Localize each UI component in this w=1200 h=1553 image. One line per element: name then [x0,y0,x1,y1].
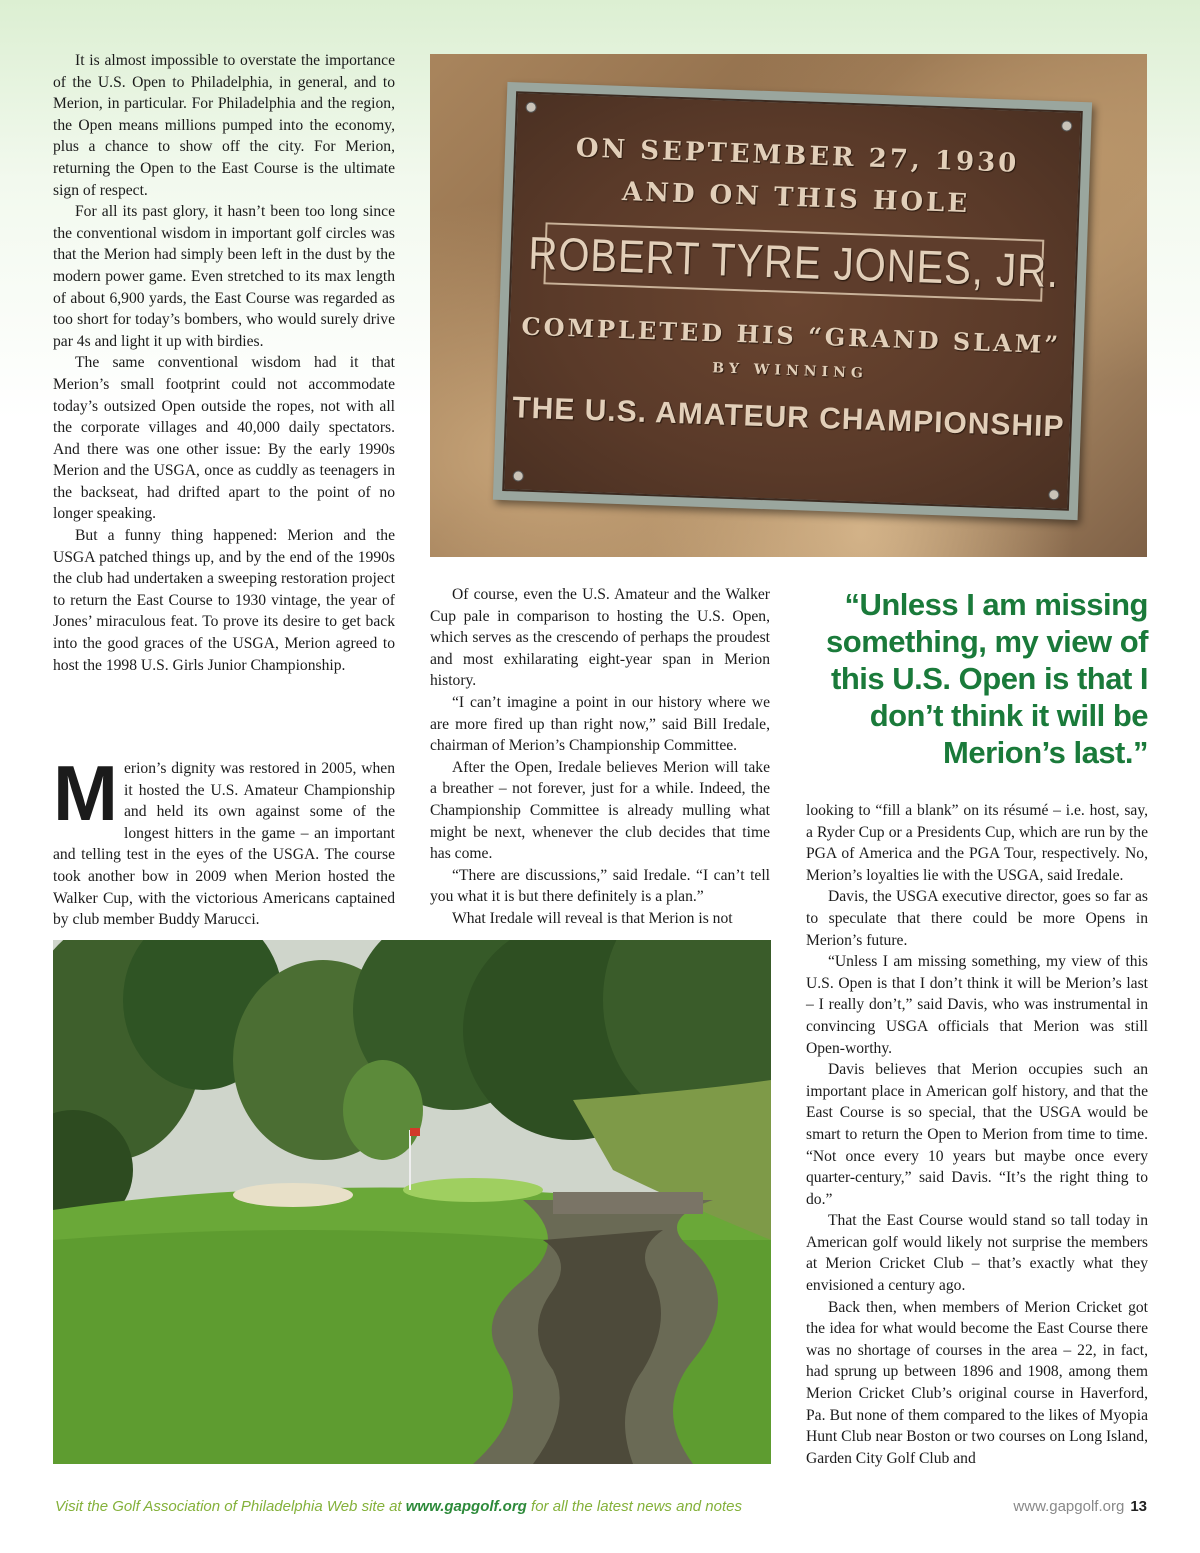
bolt-icon [1061,120,1072,131]
plaque-line-championship: THE U.S. AMATEUR CHAMPIONSHIP [511,391,1066,444]
paragraph: Davis, the USGA executive director, goes so far as to speculate that there could be more Opens in Merion’s future. [806,888,1148,949]
pull-quote: “Unless I am missing something, my view of this U.S. Open is that I don’t think it will be Merion’s last.” [826,587,1148,770]
dropcap-letter: M [53,749,118,837]
footer-promo [55,1498,742,1515]
paragraph: For all its past glory, it hasn’t been too long since the conventional wisdom in important golf circles was that the Merion had simply been left in the dust by the modern power game. Even stretched to its max length of about 6,900 yards, the East Course was regarded as too short for today’s bombers, who would surely drive par 4s and light it up with birdies. [53,203,395,350]
paragraph: “I can’t imagine a point in our history where we are more fired up than right now,” said Bill Iredale, chairman of Merion’s Championship Committee. [430,693,770,755]
bronze-plaque [493,82,1092,520]
article-column-1-section-2 [53,749,395,931]
paragraph: “Unless I am missing something, my view of this U.S. Open is that I don’t think it will be Merion’s last – I really don’t,” said Davis, who was instrumental in convincing USGA officials that Merion was still Open-worthy. [806,953,1148,1057]
footer-promo-prefix: Visit the Golf Association of Philadelphia Web site at [55,1498,406,1515]
paragraph: But a funny thing happened: Merion and the USGA patched things up, and by the end of the 1990s the club had undertaken a sweeping restoration project to return the East Course to 1930 vintage, the year of Jones’ miraculous feat. To prove its desire to get back into the good graces of the USGA, Merion agreed to host the 1998 U.S. Girls Junior Championship. [53,527,395,674]
footer-site: www.gapgolf.org [1013,1498,1125,1515]
bolt-icon [525,102,536,113]
page-number: 13 [1130,1498,1147,1515]
article-column-1 [53,50,395,676]
paragraph: “There are discussions,” said Iredale. “I can’t tell you what it is but there definitely is a plan.” [430,866,770,906]
paragraph: It is almost impossible to overstate the importance of the U.S. Open to Philadelphia, in general, and to Merion, in particular. For Philadelphia and the region, the Open means millions pumped into the economy, plus a chance to show off the city. For Merion, returning the Open to the East Course is the ultimate sign of respect. [53,52,395,199]
paragraph: What Iredale will reveal is that Merion is not [452,909,733,927]
paragraph: Davis believes that Merion occupies such an important place in American golf history, and that the East Course is so special, that the USGA would be smart to return the Open to Merion from time to time. “Not once every 10 years but maybe once every quarter-century,” said Davis. “It’s the right thing to do.” [806,1061,1148,1208]
golf-course-photo [53,940,771,1464]
plaque-photo [430,54,1147,557]
plaque-face [502,91,1083,511]
dropcap-paragraph-text: erion’s dignity was restored in 2005, when it hosted the U.S. Amateur Championship and held its own against some of the longest hitters in the game – an important and telling test in the eyes of the USGA. The course took another bow in 2009 when Merion hosted the Walker Cup, with the victorious Americans captained by club member Buddy Marucci. [53,760,395,929]
footer-folio [1013,1498,1147,1515]
plaque-line-grand-slam: COMPLETED HIS “GRAND SLAM” [521,311,1062,360]
paragraph: The same conventional wisdom had it that Merion’s small footprint could not accommodate today’s outsized Open outside the ropes, not with all the corporate villages and 40,000 daily spectators. And there was one other issue: By the early 1990s Merion and the USGA, once as cuddly as teenagers in the backseat, had drifted apart to the point of no longer speaking. [53,354,395,523]
plaque-line-by-winning: BY WINNING [712,360,869,382]
article-column-3 [806,800,1148,1469]
plaque-line-name: ROBERT TYRE JONES, JR. [527,228,1061,298]
plaque-line-hole: AND ON THIS HOLE [621,176,971,220]
paragraph: Of course, even the U.S. Amateur and the Walker Cup pale in comparison to hosting the U.S. Open, which serves as the crescendo of perhaps the proudest and most exhilarating eight-year span in Merion history. [430,586,770,690]
bolt-icon [1048,489,1059,500]
paragraph: Back then, when members of Merion Cricket got the idea for what would become the East Course there was no shortage of courses in the area – 22, in fact, had sprung up between 1896 and 1908, among them Merion Cricket Club’s original course in Haverford, Pa. But none of them compared to the likes of Myopia Hunt Club near Boston or two courses on Long Island, Garden City Golf Club and [806,1298,1148,1467]
article-column-2 [430,584,770,930]
paragraph: After the Open, Iredale believes Merion will take a breather – not forever, just for a while. Indeed, the Championship Committee is already mulling what might be next, whenever the club decides that time has come. [430,758,770,863]
footer-website-link[interactable]: www.gapgolf.org [405,1498,527,1515]
paragraph: That the East Course would stand so tall today in American golf would likely not surprise the members at Merion Cricket Club – that’s exactly what they envisioned a century ago. [806,1212,1148,1295]
plaque-line-date: ON SEPTEMBER 27, 1930 [575,133,1020,179]
bolt-icon [513,470,524,481]
footer-promo-suffix: for all the latest news and notes [526,1498,742,1515]
dropcap-paragraph [53,749,395,931]
golf-course-illustration [53,940,771,1464]
paragraph: looking to “fill a blank” on its résumé – i.e. host, say, a Ryder Cup or a Presidents Cup, which are run by the PGA of America and the PGA Tour, respectively. No, Merion’s loyalties lie with the USGA, said Iredale. [806,802,1148,884]
